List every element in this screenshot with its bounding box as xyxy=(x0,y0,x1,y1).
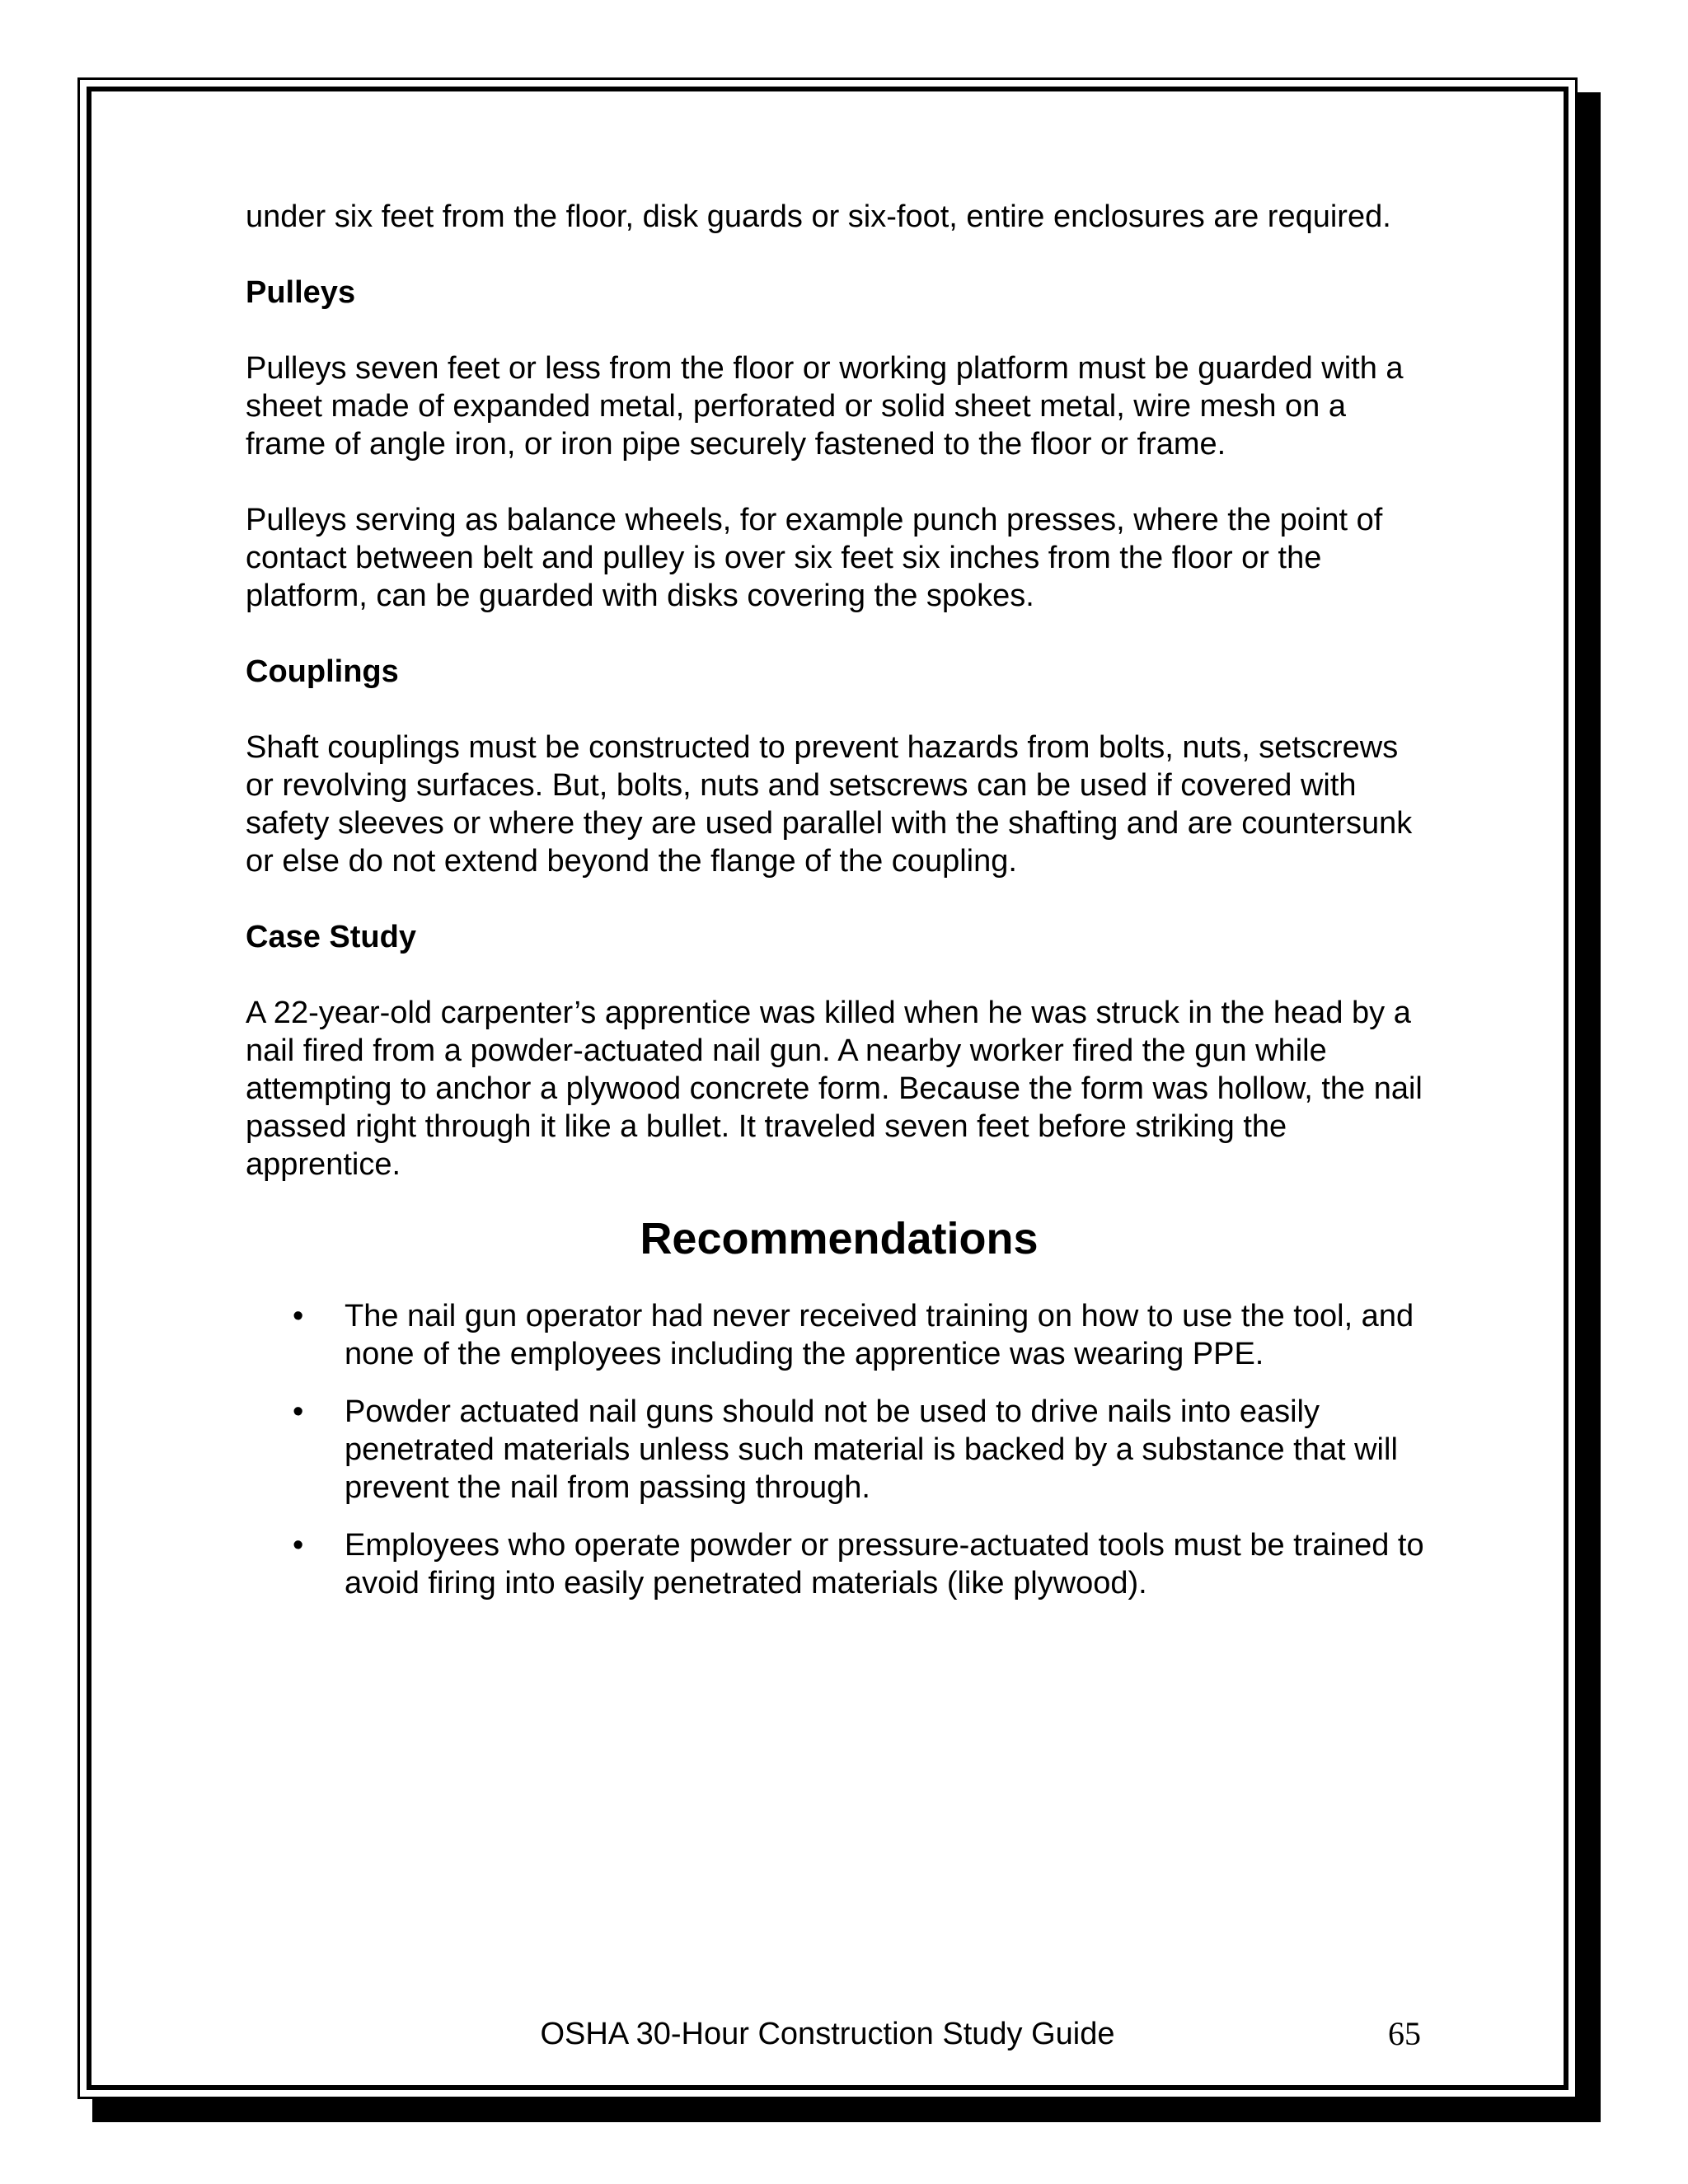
list-item xyxy=(246,1526,1432,1602)
section-heading-couplings: Couplings xyxy=(246,654,399,689)
recommendation-text: Employees who operate powder or pressure-actuated tools must be trained to avoid firing into easily penetrated materials (like plywood). xyxy=(345,1528,1424,1601)
section-couplings xyxy=(246,653,1432,880)
bullet-icon: • xyxy=(293,1299,304,1333)
recommendation-text: Powder actuated nail guns should not be used to drive nails into easily penetrated materials unless such material is backed by a substance that will prevent the nail from passing through. xyxy=(345,1394,1398,1505)
intro-paragraph: under six feet from the floor, disk guards or six-foot, entire enclosures are required. xyxy=(246,199,1391,234)
section-heading-case-study: Case Study xyxy=(246,920,416,954)
couplings-paragraph-1: Shaft couplings must be constructed to prevent hazards from bolts, nuts, setscrews or revolving surfaces. But, bolts, nuts and setscrews can be used if covered with safety sleeves or where they are used parallel with the shafting and are countersunk or else do not extend beyond the flange of the coupling. xyxy=(246,730,1413,879)
bullet-icon: • xyxy=(293,1394,304,1429)
footer-title: OSHA 30-Hour Construction Study Guide xyxy=(540,2017,1115,2051)
list-item xyxy=(246,1393,1432,1507)
section-case-study xyxy=(246,918,1432,1183)
page-footer xyxy=(77,2015,1578,2056)
list-item xyxy=(246,1297,1432,1373)
section-heading-pulleys: Pulleys xyxy=(246,275,356,310)
recommendations-title: Recommendations xyxy=(640,1214,1039,1263)
case-study-paragraph-1: A 22-year-old carpenter’s apprentice was killed when he was struck in the head by a nail fired from a powder-actuated nail gun. A nearby worker fired the gun while attempting to anchor a plywood concrete form. Because the form was hollow, the nail passed right through it like a bullet. It traveled seven feet before striking the apprentice. xyxy=(246,996,1423,1182)
recommendation-text: The nail gun operator had never received training on how to use the tool, and none of the employees including the apprentice was wearing PPE. xyxy=(345,1299,1414,1371)
recommendations-list xyxy=(246,1297,1432,1602)
section-pulleys xyxy=(246,274,1432,615)
bullet-icon: • xyxy=(293,1528,304,1563)
page-content xyxy=(246,198,1432,1622)
page-number: 65 xyxy=(1388,2015,1421,2052)
pulleys-paragraph-2: Pulleys serving as balance wheels, for example punch presses, where the point of contact between belt and pulley is over six feet six inches from the floor or the platform, can be guarded with disks covering the spokes. xyxy=(246,503,1383,613)
pulleys-paragraph-1: Pulleys seven feet or less from the floor or working platform must be guarded with a sheet made of expanded metal, perforated or solid sheet metal, wire mesh on a frame of angle iron, or iron pipe securely fastened to the floor or frame. xyxy=(246,351,1404,462)
